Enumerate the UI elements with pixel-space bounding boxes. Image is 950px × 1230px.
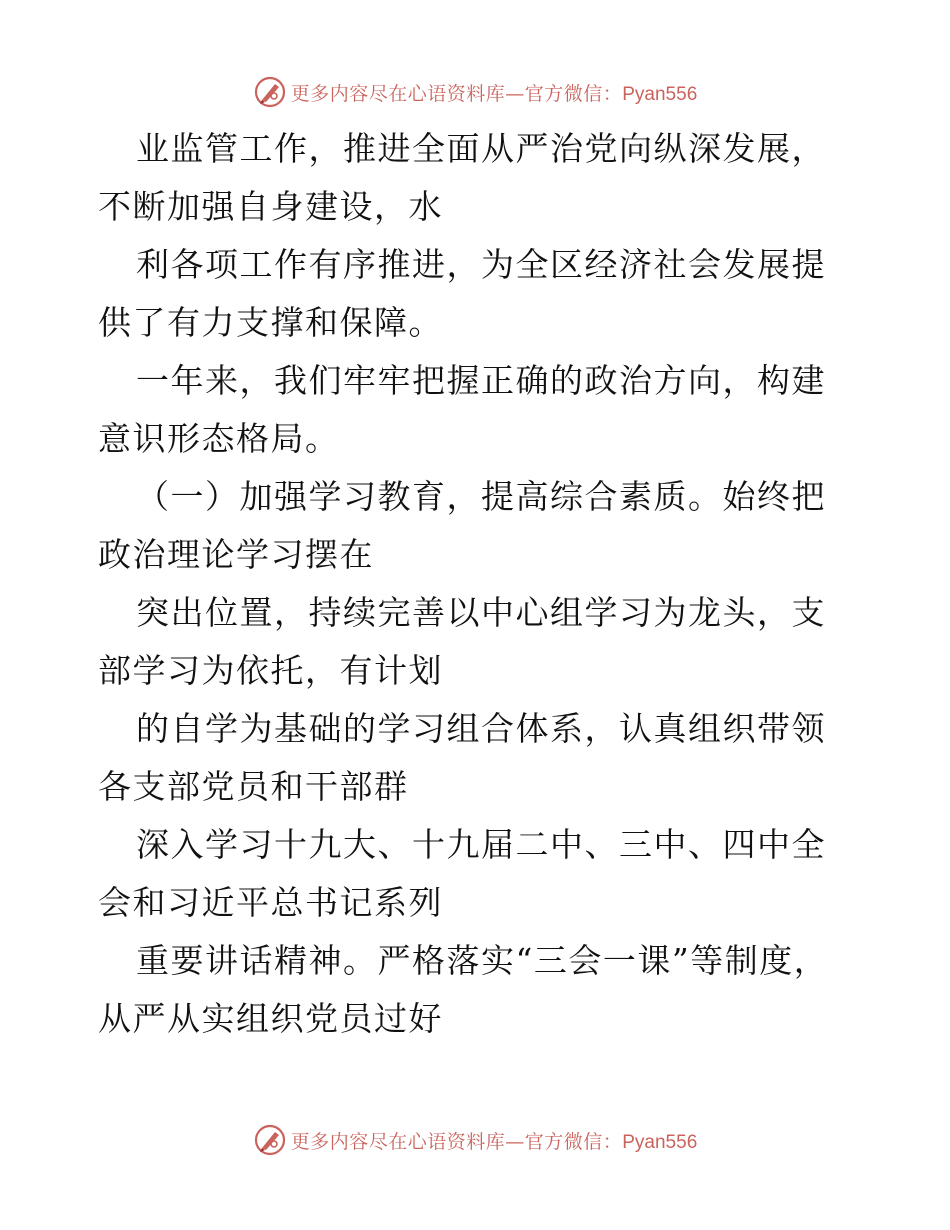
pen-logo-icon bbox=[253, 75, 287, 109]
paragraph: 深入学习十九大、十九届二中、三中、四中全会和习近平总书记系列 bbox=[98, 825, 826, 922]
paragraph: 一年来，我们牢牢把握正确的政治方向，构建意识形态格局。 bbox=[98, 361, 826, 458]
footer-watermark bbox=[0, 1120, 950, 1160]
header-watermark bbox=[0, 72, 950, 112]
paragraph: 重要讲话精神。严格落实“三会一课”等制度，从严从实组织党员过好 bbox=[98, 941, 829, 1038]
watermark-text: 更多内容尽在心语资料库—官方微信：Pyan556 bbox=[290, 82, 698, 105]
paragraph: 利各项工作有序推进，为全区经济社会发展提供了有力支撑和保障。 bbox=[98, 245, 826, 342]
document-body bbox=[98, 120, 858, 1048]
pen-logo-icon bbox=[253, 1123, 287, 1157]
watermark-text: 更多内容尽在心语资料库—官方微信：Pyan556 bbox=[290, 1130, 698, 1153]
paragraph: 业监管工作，推进全面从严治党向纵深发展，不断加强自身建设，水 bbox=[98, 129, 826, 226]
paragraph: 的自学为基础的学习组合体系，认真组织带领各支部党员和干部群 bbox=[98, 709, 826, 806]
paragraph: （一）加强学习教育，提高综合素质。始终把政治理论学习摆在 bbox=[98, 477, 826, 574]
paragraph: 突出位置，持续完善以中心组学习为龙头，支部学习为依托，有计划 bbox=[98, 593, 826, 690]
